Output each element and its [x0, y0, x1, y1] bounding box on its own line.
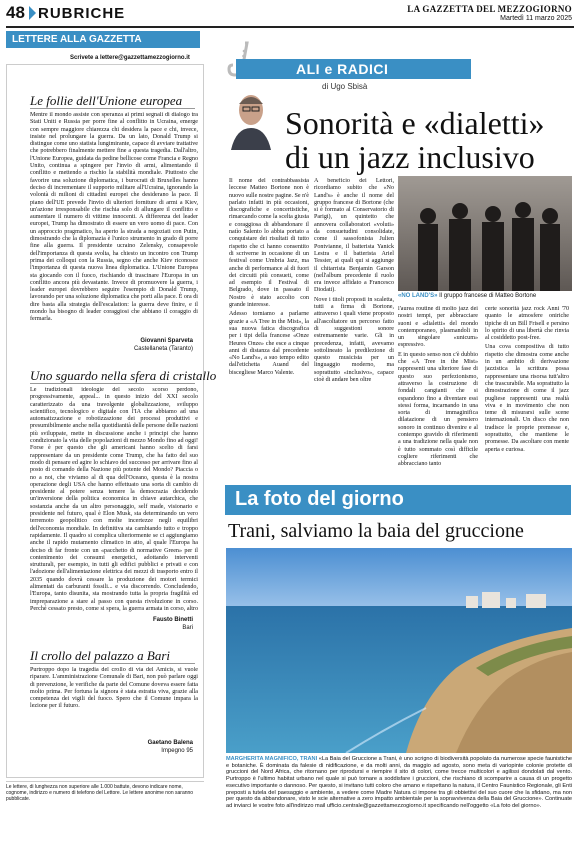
newspaper-name: LA GAZZETTA DEL MEZZOGIORNO — [407, 4, 572, 14]
letter-headline: Uno sguardo nella sfera di cristallo — [30, 368, 217, 383]
letter-body: Purtroppo dopo la tragedia del crollo di via del Amicis, si vuole riparare. L'amministrazione Comunale di Bari, non può parlare oggi di prevenzione, le verifiche da parte del Comune doveva essere fatta molto prima. Per fortuna la signora è stata estratta viva, grazie alla competenza dei vigili del fuoco. Spero che il Comune impara la lezione per il futuro. — [30, 667, 198, 710]
photo-of-day-title: Trani, salviamo la baia del gruccione — [228, 520, 524, 542]
page-number: 48 — [6, 3, 25, 22]
author-portrait — [226, 82, 276, 150]
letters-section-bar: LETTERE ALLA GAZZETTA — [6, 31, 200, 48]
letter-body: Le tradizionali ideologie del secolo scorso perdono, progressivamente, appeal... in questo inizio del XXI secolo caratterizzato da una travolgente globalizzazione, sviluppo scientifico, tecnologico e digitale con l'IA che abbiamo ad una automatizzazione e robotizzazione dei processi produttivi e presumibilmente anche nella quotidianità delle persone delle nazioni più sviluppate, mette in discussione anche i principi che hanno condizionato la vita delle popolazioni di mezzo Mondo fino ad oggi! Forse è per questo che gli americani hanno scelto di farsi rappresentare da un presidente come Trump, che ha fatto del suo modo di pensare ed agire lo schiavo del successo per arrivare fino al posto di comando della Nazione più potente del Mondo? Piaccia o no a noi, che viviamo al di qua dell'Oceano, questa è la nostra operazione degli USA che hanno effettuato una sorta di cambio di presidente al potere senza temere la democrazia decidendo un'inversione della politica economica in chiave autarchica, che sostanzia anche da un altro personaggio, self made, visionario e presidente nel futuro, qual è Elon Musk, sta determinando un vero terremoto geopolitico con molte incertezze negli equilibri dell'economia mondiale. In definitiva sta cambiando tutto e troppo rapidamente. Il quadro si complica ulteriormente se ci aggiungiamo anche il rapido mutamento climatico in atto, al quale l'Europa ha deciso di far fronte con un «pacchetto di normative Green» per il contenimento dei consumi energetici, adottando interventi strutturali, per esempio, in tutti gli edifici pubblici e privati e con l'adozione dell'alimentazione elettrica dei mezzi di trasporto entro il 2035 quando dovrà cessare la produzione dei motori termici alimentati da carburanti fossili... e via discorrendo. Concludendo, l'Europa, tanto disunita, sta mostrando tutta la propria fragilità ed impreparazione a stare al passo con questa rivoluzione in corso. Perché cessato presto, come si spera, la guerra armata in corso, altro — [30, 387, 198, 612]
article-paragraph: A beneficio dei Lettori, ricordiamo subito che «No Land's» è anche il nome del gruppo francese di Bortone (che si è formato al Conservatorio di Parigi), un quintetto che annovera collaboratori «voluti» da consuetudini consolidate, come il sassofonista Julien Pontvianne, il batterista Yanick Lestra e il batterista Ariel Tessier, ai quali qui si aggiunge il chitarrista Benjamin Garson (nell'album precedente il ruolo era invece affidato a Francesco Diodati). — [314, 178, 394, 294]
issue-date: Martedì 11 marzo 2025 — [500, 15, 572, 22]
article-column-1 — [229, 178, 309, 476]
letter-headline: Le follie dell'Unione europea — [30, 93, 183, 108]
letter-headline: Il crollo del palazzo a Bari — [30, 648, 170, 663]
letter-signature: Gaetano Balena — [147, 740, 193, 746]
bay-photo — [226, 548, 572, 753]
letter-body: Mentre il mondo assiste con speranza ai primi segnali di dialogo tra Stati Uniti e Russia per porre fine al conflitto in Ucraina, emerge con sempre maggiore chiarezza chi desidera la pace e chi, invece, insiste nel prolungare la guerra. Da un lato, Donald Trump si distingue come uno statista lungimirante, capace di avviare trattative che potrebbero finalmente mettere fine a questa tragedia. Dall'altro, l'Unione Europea, guidata da pedine bellicose come Francia e Regno Unito, continua a spingere per l'invio di armi, alimentando il conflitto e mettendo a rischio la stabilità mondiale. Piuttosto che favorire una soluzione diplomatica, i burocrati di Bruxelles hanno deciso di incrementare il supporto militare all'Ucraina, ignorando la volontà di milioni di cittadini europei che desiderano la pace. Il piano dell'UE prevede l'invio di ulteriori forniture di armi a Kiev, un'azione irresponsabile che rischia solo di allungare il conflitto e aumentare il numero di vittime innocenti. A differenza dei leader europei, Trump ha dimostrato di essere un vero uomo di pace. Con un approccio pragmatico, ha aperto la strada a negoziati con Putin, dimostrando che la diplomazia è l'unico strumento in grado di porre fine alla guerra. Il presidente ucraino Zelensky, consapevole dell'importanza di questa svolta, ha chiesto un incontro con Trump prima dei colloqui con la Russia, segno che anche Kiev riconosce l'importanza di questa nuova linea diplomatica. L'Unione Europea sta giocando con il fuoco, rischiando di trascinare l'Europa in un conflitto ancora più devastante. Invece di promuovere la guerra, i leader europei dovrebbero seguire l'esempio di Donald Trump, lavorando per una soluzione diplomatica che porti alla pace. È ora di dire basta alla strategia dell'escalation: la guerra deve finire, e il mondo ha bisogno di leader coraggiosi che abbiano il coraggio di fermarla. — [30, 112, 198, 323]
letter-rule — [30, 663, 195, 664]
photo-caption-tag: MARGHERITA MAGNIFICO, TRANI — [226, 756, 318, 762]
column-author: di Ugo Sbisà — [322, 82, 368, 91]
letters-footnote: Le lettere, di lunghezza non superiore alle 1.000 battute, devono indicare nome, cognome, indirizzo e numero di telefono del Lettore. Le lettere anonime non saranno pubblicate. — [6, 781, 204, 802]
header-rule — [6, 26, 574, 28]
article-paragraph: certe sonorità jazz rock Anni '70 quanto le atmosfere oniriche tipiche di un Bill Frisell e persino lo spirito di una libertà che rinvia al cosiddetto post-free. — [485, 306, 569, 342]
photo-caption-text: «La Baia del Gruccione a Trani, è uno scrigno di biodiversità popolato da numerose specie faunistiche e botaniche. È dominata da falesie di nidificazione, e da molti anni, da maggio ad agosto, sono meta di variopinte colonie protette di gruccioni del Nord Africa, che ritornano per riprodursi e riempire il sito di colori, come trecce multicolori e agilissi dondolati dal vento. Purtroppo è l'ultimo habitat urbano nel quale si può tornare a soddisfare i gruccioni, che rischiano di scomparire a causa di un progetto esecutivo importante o dannoso. Per questo, si invitano tutti coloro che amano e rispettano la natura, il Centro Faunistico Regionale, gli Enti preposti a tutela del paesaggio e ambiente, a vedere come Madre Natura ci impone tra gli obbiettivi del suo cuore che la sfidano, ma non per questo da abbandonare, visto le scie alternative a zero impatto ambientale per la sopravvivenza della Baia del Gruccione». Continuate ad inviarci le vostre foto all'indirizzo mail ufficio.centrale@gazzettamezzogiorno.it specificando nell'oggetto «La foto del giorno». — [226, 756, 573, 809]
article-column-4 — [485, 306, 569, 478]
letters-contact: Scrivete a lettere@gazzettamezzogiorno.it — [70, 55, 190, 61]
letter-location: Castellaneta (Taranto) — [133, 346, 193, 352]
article-paragraph: Nove i titoli proposti in scaletta, tutti a firma di Bortone, attraverso i quali viene proposto all'ascoltatore un percorso fatto di suggestioni sonore estremamente varie. Gli in precedenza, infatti, avevamo sottolineato la predilezione di questo musicista per un linguaggio moderno, ma soprattutto «inclusivo», capace cioè di andare ben oltre — [314, 296, 394, 384]
article-column-2 — [314, 178, 394, 476]
column-rubric: ALI e RADICI — [236, 59, 471, 79]
article-paragraph: E in questo senso non c'è dubbio che «A Tree in the Mist» rappresenti una ulteriore fase di questo suo perfezionismo, attraverso la costruzione di fondali cangianti che si espandono fino a diventare essi stessi forma, incarnando in una sorta di immaginifica dilatazione di un pensiero sonoro in continuo divenire e al contempo gravido di riferimenti a una tradizione nella quale non è tutto sommato così difficile cogliere riferimenti che abbracciano tanto — [398, 351, 478, 468]
photo-of-day-caption — [226, 756, 572, 810]
article-paragraph: l'aurea routine di molto jazz dei nostri tempi, per abbracciare suoni e «dialetti» del mondo contemporaneo, plasmandoli in un singolare «unicum» espressivo. — [398, 306, 478, 349]
section-arrow-icon — [29, 6, 36, 20]
article-paragraph: Il nome del contrabbassista leccese Matteo Bortone non è nuovo sulle nostre pagine. Se n'è parlato infatti in più occasioni, discografiche e concertistiche, rimarcando come la scelta giusta e coraggiosa di abbandonare il natìo Salento lo abbia portato a conquistare dei risultati di tutto rispetto che ci hanno consentito di scriverne in occasione di un festival come Umbria Jazz, ma anche di performance al di fuori dei circuiti più consueti, come ad esempio il Festival di Belgrado, dove in passato il Nostro è stato accolto con grande interesse. — [229, 178, 309, 309]
letter-rule — [30, 108, 195, 109]
band-photo-caption — [398, 293, 536, 299]
photo-of-day-banner: La foto del giorno — [225, 485, 571, 515]
article-paragraph: Una cova compositiva di tutto rispetto che dimostra come anche in un ambito di derivazione jazzistica la scrittura possa rappresentare una risorsa tutt'altro che trascurabile. Ma soprattutto la dimostrazione di come il jazz pugliese rappresenti una realtà viva e in movimento che non teme di misurarsi sulle scene internazionali. Un disco che non tradisce le proprie premesse e, soprattutto, che mantiene le promesse. Da ascoltare con mente aperta e curiosa. — [485, 344, 569, 453]
letter-rule — [30, 383, 195, 384]
band-caption-text: Il gruppo francese di Matteo Bortone — [439, 293, 537, 299]
letter-location: Impegno 95 — [161, 748, 193, 754]
letter-signature: Giovanni Sparveta — [140, 338, 193, 344]
section-title: RUBRICHE — [38, 5, 126, 22]
letter-signature: Fausto Binetti — [153, 617, 193, 623]
article-column-3 — [398, 306, 478, 478]
article-paragraph: Adesso torniamo a parlarne grazie a «A Tree in the Mist», la sua nuova fatica discografica per i tipi della francese «Onze Heures Onze» che esce a cinque anni di distanza dal precedente «No Land's», a suo tempo edito dall'etichetta Auand del biscegliese Marco Valente. — [229, 311, 309, 376]
letter-location: Bari — [182, 625, 193, 631]
column-headline: Sonorità e «dialetti» di un jazz inclusivo — [285, 105, 545, 175]
band-caption-tag: «NO LAND'S» — [398, 293, 438, 299]
band-photo — [398, 176, 572, 291]
